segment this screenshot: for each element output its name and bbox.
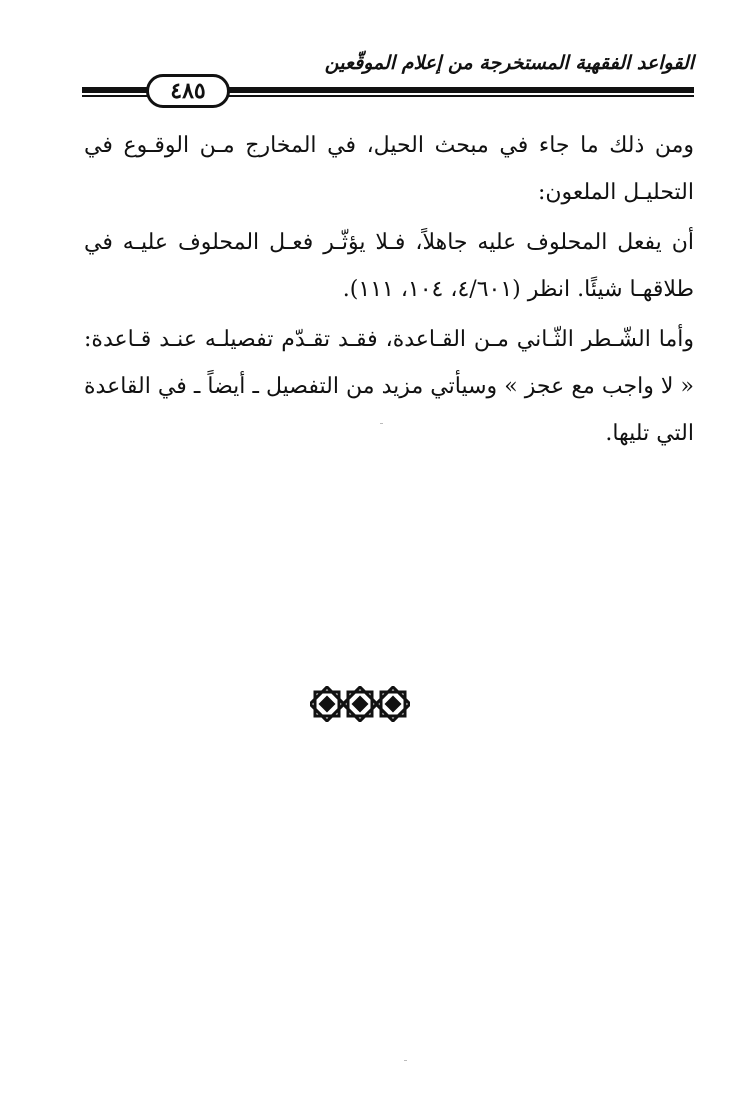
paragraph-2: أن يفعل المحلوف عليه جاهلاً، فـلا يؤثّـر فعـل المحلوف عليـه في طلاقهـا شيئًا. انظر (٤/٦٠١، ١٠٤، ١١١). bbox=[84, 230, 694, 302]
paragraph-3: وأما الشّـطر الثّـاني مـن القـاعدة، فقـد تقـدّم تفصيلـه عنـد قـاعدة: « لا واجب مع عجز » وسيأتي مزيد من التفصيل ـ أيضاً ـ في القاعدة التي تليها. bbox=[84, 327, 694, 446]
scan-speck bbox=[404, 1060, 407, 1061]
star-ornament-icon bbox=[343, 687, 377, 721]
header-title: القواعد الفقهية المستخرجة من إعلام الموقّعين bbox=[324, 52, 694, 74]
section-end-ornament bbox=[310, 686, 410, 722]
star-ornament-icon bbox=[310, 687, 344, 721]
body-text bbox=[84, 122, 694, 460]
paragraph-1: ومن ذلك ما جاء في مبحث الحيل، في المخارج مـن الوقـوع في التحليـل الملعون: bbox=[84, 133, 694, 205]
page-number: ٤٨٥ bbox=[146, 74, 230, 108]
star-ornament-icon bbox=[376, 687, 410, 721]
scan-speck bbox=[380, 423, 383, 424]
ornament-svg bbox=[310, 686, 410, 722]
